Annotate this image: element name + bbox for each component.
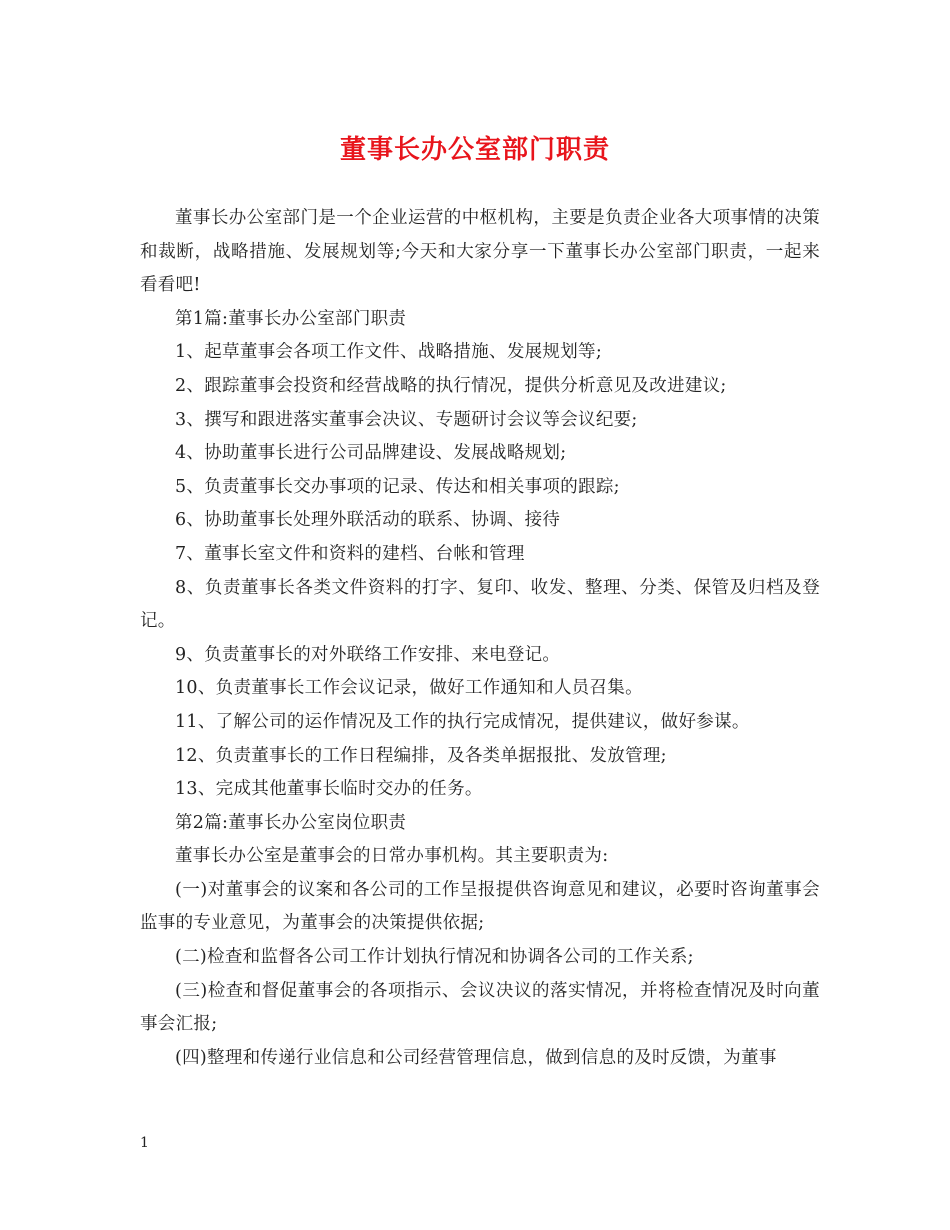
- document-body: [140, 202, 820, 1075]
- list-item: 11、了解公司的运作情况及工作的执行完成情况，提供建议，做好参谋。: [175, 711, 750, 732]
- section-heading-1: 第1篇:董事长办公室部门职责: [175, 308, 407, 329]
- list-item: 3、撰写和跟进落实董事会决议、专题研讨会议等会议纪要;: [175, 409, 638, 430]
- document-title: 董事长办公室部门职责: [339, 135, 610, 165]
- list-item: 1、起草董事会各项工作文件、战略措施、发展规划等;: [175, 342, 603, 363]
- list-item: 9、负责董事长的对外联络工作安排、来电登记。: [175, 644, 561, 665]
- section-intro: 董事长办公室是董事会的日常办事机构。其主要职责为:: [175, 846, 609, 867]
- intro-paragraph: 董事长办公室部门是一个企业运营的中枢机构，主要是负责企业各大项事情的决策和裁断，战略措施、发展规划等;今天和大家分享一下董事长办公室部门职责，一起来看看吧!: [140, 208, 820, 296]
- section-heading-2: 第2篇:董事长办公室岗位职责: [175, 812, 407, 833]
- list-item: (二)检查和监督各公司工作计划执行情况和协调各公司的工作关系;: [175, 947, 694, 968]
- list-item: 5、负责董事长交办事项的记录、传达和相关事项的跟踪;: [175, 476, 620, 497]
- list-item: 4、协助董事长进行公司品牌建设、发展战略规划;: [175, 443, 567, 464]
- list-item: (一)对董事会的议案和各公司的工作呈报提供咨询意见和建议，必要时咨询董事会监事的专业意见，为董事会的决策提供依据;: [140, 879, 820, 934]
- list-item: (四)整理和传递行业信息和公司经营管理信息，做到信息的及时反馈，为董事: [175, 1047, 777, 1068]
- list-item: 12、负责董事长的工作日程编排，及各类单据报批、发放管理;: [175, 745, 667, 766]
- list-item: 8、负责董事长各类文件资料的打字、复印、收发、整理、分类、保管及归档及登记。: [140, 577, 820, 632]
- list-item: 6、协助董事长处理外联活动的联系、协调、接待: [175, 510, 561, 531]
- list-item: 13、完成其他董事长临时交办的任务。: [175, 779, 483, 800]
- list-item: 10、负责董事长工作会议记录，做好工作通知和人员召集。: [175, 678, 643, 699]
- list-item: 2、跟踪董事会投资和经营战略的执行情况，提供分析意见及改进建议;: [175, 375, 727, 396]
- page-number: 1: [140, 1135, 149, 1151]
- list-item: 7、董事长室文件和资料的建档、台帐和管理: [175, 543, 525, 564]
- list-item: (三)检查和督促董事会的各项指示、会议决议的落实情况，并将检查情况及时向董事会汇报;: [140, 980, 820, 1035]
